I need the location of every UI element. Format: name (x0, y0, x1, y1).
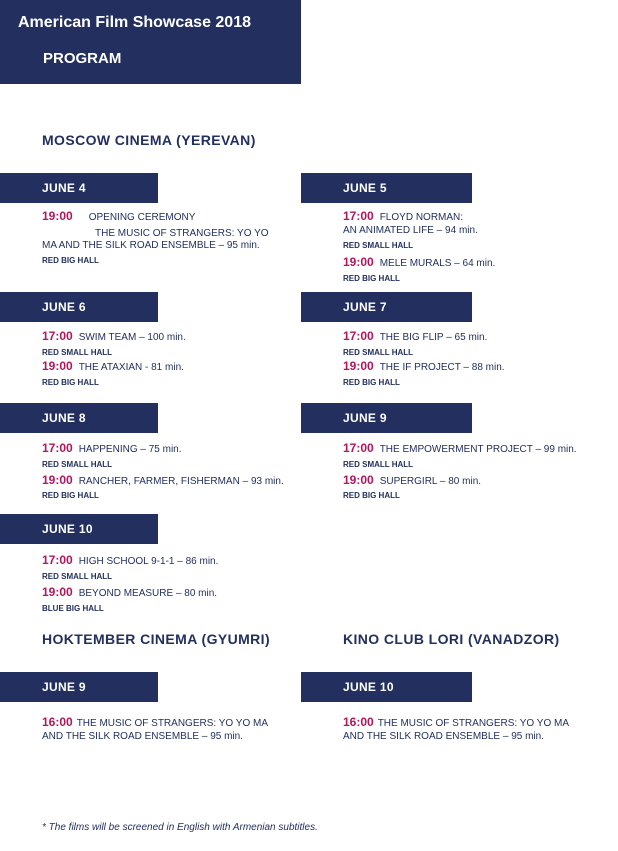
screening-title: SWIM TEAM – 100 min. (78, 332, 186, 343)
hall-label: RED SMALL HALL (343, 460, 414, 469)
venue-hoktember: HOKTEMBER CINEMA (GYUMRI) (42, 631, 271, 647)
day-vanadzor-june10 (301, 672, 472, 702)
screening-time: 19:00 (42, 209, 73, 223)
hall-label: BLUE BIG HALL (42, 604, 104, 613)
hall-label: RED BIG HALL (343, 378, 400, 387)
screening-title: THE ATAXIAN - 81 min. (78, 362, 184, 373)
screening-title: HIGH SCHOOL 9-1-1 – 86 min. (78, 556, 219, 567)
day-label: JUNE 4 (42, 181, 86, 195)
day-june9 (301, 403, 472, 433)
screening-time: 17:00 (42, 441, 73, 455)
day-gyumri-june9 (0, 672, 158, 702)
screening-time: 17:00 (343, 441, 374, 455)
screening-line: THE MUSIC OF STRANGERS: YO YO (95, 228, 269, 239)
screening-time: 19:00 (343, 359, 374, 373)
screening-time: 19:00 (343, 255, 374, 269)
screening-line: AND THE SILK ROAD ENSEMBLE – 95 min. (42, 731, 243, 742)
screening-line: AND THE SILK ROAD ENSEMBLE – 95 min. (343, 731, 544, 742)
screening-title: FLOYD NORMAN: (379, 212, 464, 223)
screening-title: THE MUSIC OF STRANGERS: YO YO MA (76, 718, 269, 729)
day-june6 (0, 292, 158, 322)
screening-time: 19:00 (42, 585, 73, 599)
day-label: JUNE 6 (42, 300, 86, 314)
screening-time: 19:00 (343, 473, 374, 487)
program-title: PROGRAM (43, 50, 122, 67)
subtitles-footnote: * The films will be screened in English with Armenian subtitles. (42, 822, 318, 833)
screening (343, 330, 603, 344)
day-label: JUNE 8 (42, 411, 86, 425)
screening (343, 474, 603, 488)
screening-time: 16:00 (42, 715, 73, 729)
day-june10 (0, 514, 158, 544)
screening (343, 210, 603, 224)
screening (343, 256, 603, 270)
screening-time: 16:00 (343, 715, 374, 729)
day-label: JUNE 10 (343, 680, 394, 694)
screening (343, 442, 613, 456)
screening-title: OPENING CEREMONY (88, 212, 196, 223)
screening-title: THE BIG FLIP – 65 min. (379, 332, 488, 343)
screening (42, 210, 302, 224)
hall-label: RED SMALL HALL (343, 241, 414, 250)
hall-label: RED SMALL HALL (42, 460, 113, 469)
day-june8 (0, 403, 158, 433)
screening-title: BEYOND MEASURE – 80 min. (78, 588, 218, 599)
screening-title: THE MUSIC OF STRANGERS: YO YO MA (377, 718, 570, 729)
day-june7 (301, 292, 472, 322)
screening (343, 716, 613, 730)
day-june5 (301, 173, 472, 203)
screening (42, 442, 302, 456)
hall-label: RED SMALL HALL (42, 572, 113, 581)
day-label: JUNE 7 (343, 300, 387, 314)
screening-time: 19:00 (42, 359, 73, 373)
screening-title: THE EMPOWERMENT PROJECT – 99 min. (379, 444, 577, 455)
screening (42, 586, 302, 600)
screening-time: 17:00 (42, 553, 73, 567)
screening-title: THE IF PROJECT – 88 min. (379, 362, 505, 373)
screening (42, 360, 302, 374)
screening-time: 17:00 (42, 329, 73, 343)
screening-title: RANCHER, FARMER, FISHERMAN – 93 min. (78, 476, 284, 487)
screening (343, 360, 603, 374)
screening (42, 554, 302, 568)
hall-label: RED BIG HALL (42, 491, 99, 500)
hall-label: RED BIG HALL (343, 491, 400, 500)
screening (42, 330, 302, 344)
screening-time: 17:00 (343, 329, 374, 343)
day-label: JUNE 9 (42, 680, 86, 694)
screening-title: MELE MURALS – 64 min. (379, 258, 496, 269)
screening-title: SUPERGIRL – 80 min. (379, 476, 482, 487)
hall-label: RED BIG HALL (42, 378, 99, 387)
venue-moscow: MOSCOW CINEMA (YEREVAN) (42, 132, 256, 148)
program-header (0, 0, 301, 84)
screening-line: MA AND THE SILK ROAD ENSEMBLE – 95 min. (42, 240, 260, 251)
day-label: JUNE 10 (42, 522, 93, 536)
screening (42, 474, 312, 488)
hall-label: RED BIG HALL (343, 274, 400, 283)
screening-title: HAPPENING – 75 min. (78, 444, 182, 455)
hall-label: RED BIG HALL (42, 256, 99, 265)
screening (42, 716, 307, 730)
showcase-title: American Film Showcase 2018 (18, 14, 251, 31)
hall-label: RED SMALL HALL (42, 348, 113, 357)
screening-time: 19:00 (42, 473, 73, 487)
day-label: JUNE 5 (343, 181, 387, 195)
screening-time: 17:00 (343, 209, 374, 223)
screening-line: AN ANIMATED LIFE – 94 min. (343, 225, 478, 236)
day-label: JUNE 9 (343, 411, 387, 425)
hall-label: RED SMALL HALL (343, 348, 414, 357)
venue-kino: KINO CLUB LORI (VANADZOR) (343, 631, 560, 647)
day-june4 (0, 173, 158, 203)
